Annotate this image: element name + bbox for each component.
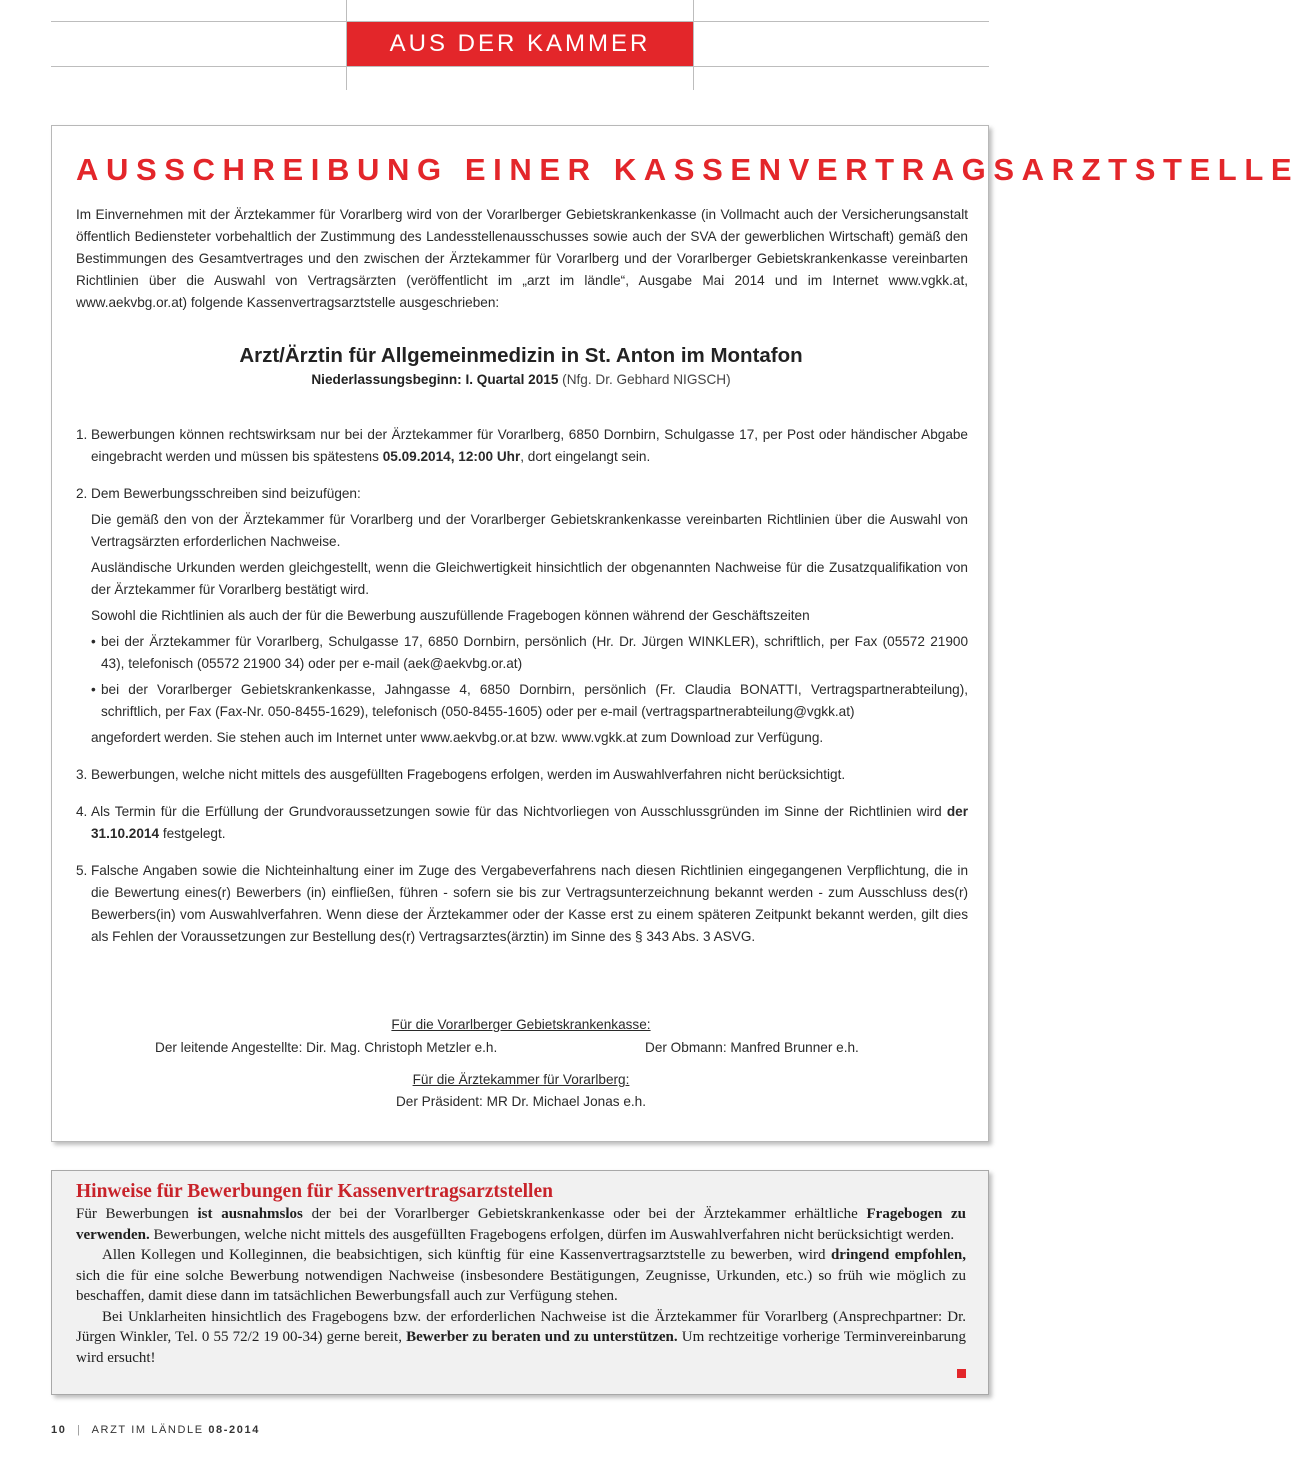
section-header: AUS DER KAMMER bbox=[347, 22, 693, 66]
hint-text: Bewerbungen, welche nicht mittels des ausgefüllten Fragebogens erfolgen, dürfen im Auswahlverfahren nicht berücksichtigt werden. bbox=[149, 1226, 955, 1243]
bullet-text: bei der Ärztekammer für Vorarlberg, Schulgasse 17, 6850 Dornbirn, persönlich (Hr. Dr. Jürgen WINKLER), schriftlich, per Fax (05572 21900 43), telefonisch (05572 21900 34) oder per e-mail (aek@aekvbg.or.at) bbox=[101, 634, 968, 671]
bullet-icon: • bbox=[91, 682, 96, 697]
signature-heading: Für die Vorarlberger Gebietskrankenkasse: bbox=[391, 1017, 651, 1032]
notice-items bbox=[76, 424, 968, 963]
hints-paragraph bbox=[76, 1245, 966, 1307]
hints-title: Hinweise für Bewerbungen für Kassenvertragsarztstellen bbox=[76, 1181, 553, 1202]
page-footer bbox=[51, 1424, 260, 1436]
item-number: 1. bbox=[76, 427, 88, 442]
signature-left: Der leitende Angestellte: Dir. Mag. Christoph Metzler e.h. bbox=[155, 1040, 498, 1055]
signature-aek-signer: Der Präsident: MR Dr. Michael Jonas e.h. bbox=[395, 1094, 647, 1109]
list-item bbox=[76, 483, 968, 749]
hint-emphasis: ist ausnahmslos bbox=[197, 1206, 303, 1222]
footer-separator: | bbox=[77, 1424, 82, 1436]
hints-paragraph bbox=[76, 1307, 966, 1369]
hint-emphasis: dringend empfohlen, bbox=[830, 1247, 966, 1263]
hints-paragraph bbox=[76, 1204, 966, 1245]
position-start: Niederlassungsbeginn: I. Quartal 2015 bbox=[311, 372, 559, 387]
position-predecessor: (Nfg. Dr. Gebhard NIGSCH) bbox=[562, 372, 731, 387]
signature-vgkk-heading bbox=[52, 1017, 990, 1032]
position-subtitle bbox=[52, 372, 990, 387]
hint-text: sich die für eine solche Bewerbung notwendigen Nachweise (insbesondere Bestätigungen, Zeugnisse, Urkunden, etc.) so früh wie möglich zu beschaffen, damit diese dann im tatsächlichen Bewerbungsfall auch zur Verfügung stehen. bbox=[76, 1267, 966, 1304]
hints-text bbox=[76, 1204, 966, 1368]
deadline: 05.09.2014, 12:00 Uhr bbox=[382, 449, 521, 464]
hint-emphasis: Fragebogen zu verwenden. bbox=[76, 1206, 966, 1243]
notice-intro: Im Einvernehmen mit der Ärztekammer für Vorarlberg wird von der Vorarlberger Gebietskrankenkasse (in Vollmacht auch der Versicherungsanstalt öffentlich Bediensteter vorbehaltlich der Zustimmung des Landesstellenausschusses sowie auch der SVA der gewerblichen Wirtschaft) gemäß den Bestimmungen des Gesamtvertrages und den zwischen der Ärztekammer für Vorarlberg und der Vorarlberger Gebietskrankenkasse vereinbarten Richtlinien über die Auswahl von Vertragsärzten (veröffentlicht im „arzt im ländle“, Ausgabe Mai 2014 und im Internet www.vgkk.at, www.aekvbg.or.at) folgende Kassenvertragsarztstelle ausgeschrieben: bbox=[76, 207, 968, 310]
item-paragraph: Die gemäß den von der Ärztekammer für Vorarlberg und der Vorarlberger Gebietskrankenkasse vereinbarten Richtlinien über die Auswahl von Vertragsärzten erforderlichen Nachweise. bbox=[91, 512, 968, 549]
list-item bbox=[76, 860, 968, 948]
notice-box bbox=[51, 125, 1299, 1142]
list-item bbox=[76, 801, 968, 845]
item-text: Falsche Angaben sowie die Nichteinhaltung einer im Zuge des Vergabeverfahrens nach diesen Richtlinien eingegangenen Verpflichtung, die in die Bewertung eines(r) Bewerbers (in) einfließen, führen - sofern sie bis zur Vertragsunterzeichnung bekannt werden - zum Ausschluss des(r) Bewerbers(in) vom Auswahlverfahren. Wenn diese der Ärztekammer oder der Kasse erst zu einem späteren Zeitpunkt bekannt werden, gilt dies als Fehlen der Voraussetzungen zur Bestellung des(r) Vertragsarztes(ärztin) im Sinne des § 343 Abs. 3 ASVG. bbox=[91, 863, 968, 944]
item-number: 5. bbox=[76, 863, 88, 878]
hint-emphasis: Bewerber zu beraten und zu unterstützen. bbox=[406, 1329, 678, 1345]
item-number: 4. bbox=[76, 804, 88, 819]
contact-bullet-aek bbox=[91, 631, 968, 675]
item-paragraph: Ausländische Urkunden werden gleichgestellt, wenn die Gleichwertigkeit hinsichtlich der obgenannten Nachweise für die Zusatzqualifikation von der Ärztekammer für Vorarlberg bestätigt wird. bbox=[91, 560, 968, 597]
header-divider-right bbox=[693, 0, 694, 90]
issue-number: 08-2014 bbox=[208, 1424, 260, 1436]
item-text: Bewerbungen können rechtswirksam nur bei der Ärztekammer für Vorarlberg, 6850 Dornbirn, Schulgasse 17, per Post oder händischer Abgabe eingebracht werden und müssen bis spätestens bbox=[91, 427, 968, 464]
term-date: der 31.10.2014 bbox=[91, 804, 968, 841]
magazine-name: ARZT IM LÄNDLE bbox=[91, 1424, 204, 1436]
item-number: 3. bbox=[76, 767, 88, 782]
signature-aek-heading bbox=[52, 1072, 990, 1087]
item-paragraph: angefordert werden. Sie stehen auch im Internet unter www.aekvbg.or.at bzw. www.vgkk.at zum Download zur Verfügung. bbox=[91, 730, 824, 745]
item-text: Bewerbungen, welche nicht mittels des ausgefüllten Fragebogens erfolgen, werden im Auswahlverfahren nicht berücksichtigt. bbox=[91, 767, 846, 782]
page-number: 10 bbox=[51, 1424, 67, 1436]
position-title: Arzt/Ärztin für Allgemeinmedizin in St. Anton im Montafon bbox=[239, 344, 803, 367]
end-mark-icon bbox=[957, 1369, 966, 1378]
hint-text: der bei der Vorarlberger Gebietskrankenkasse oder bei der Ärztekammer erhältliche bbox=[302, 1206, 867, 1222]
list-item bbox=[76, 424, 968, 468]
hint-text: Allen Kollegen und Kolleginnen, die beabsichtigen, sich künftig für eine Kassenvertragsarztstelle zu bewerben, wird bbox=[102, 1247, 831, 1263]
signature-heading: Für die Ärztekammer für Vorarlberg: bbox=[412, 1072, 630, 1087]
item-number: 2. bbox=[76, 486, 88, 501]
signature-right: Der Obmann: Manfred Brunner e.h. bbox=[645, 1040, 859, 1055]
header-rule-bottom bbox=[51, 66, 989, 67]
bullet-text: bei der Vorarlberger Gebietskrankenkasse, Jahngasse 4, 6850 Dornbirn, persönlich (Fr. Claudia BONATTI, Vertragspartnerabteilung), schriftlich, per Fax (Fax-Nr. 050-8455-1629), telefonisch (050-8455-1605) oder per e-mail (vertragspartnerabteilung@vgkk.at) bbox=[101, 682, 968, 719]
item-text: Als Termin für die Erfüllung der Grundvoraussetzungen sowie für das Nichtvorliegen von Ausschlussgründen im Sinne der Richtlinien wird bbox=[91, 804, 947, 819]
hint-text: Bei Unklarheiten hinsichtlich des Fragebogens bzw. der erforderlichen Nachweise ist die Ärztekammer für Vorarlberg (Ansprechpartner: Dr. Jürgen Winkler, Tel. 0 55 72/2 19 00-34) gerne bereit, bbox=[76, 1308, 966, 1345]
item-text: , dort eingelangt sein. bbox=[520, 449, 651, 464]
list-item bbox=[76, 764, 968, 786]
hint-text: Um rechtzeitige vorherige Terminvereinbarung wird ersucht! bbox=[76, 1329, 966, 1366]
hints-box bbox=[51, 1170, 989, 1395]
notice-title: AUSSCHREIBUNG EINER KASSENVERTRAGSARZTSTELLE bbox=[76, 152, 1299, 187]
bullet-icon: • bbox=[91, 634, 96, 649]
item-paragraph: Sowohl die Richtlinien als auch der für die Bewerbung auszufüllende Fragebogen können während der Geschäftszeiten bbox=[91, 608, 810, 623]
item-lead: Dem Bewerbungsschreiben sind beizufügen: bbox=[91, 486, 361, 501]
contact-bullet-vgkk bbox=[91, 679, 968, 723]
item-text: festgelegt. bbox=[159, 826, 226, 841]
hint-text: Für Bewerbungen bbox=[76, 1206, 198, 1222]
